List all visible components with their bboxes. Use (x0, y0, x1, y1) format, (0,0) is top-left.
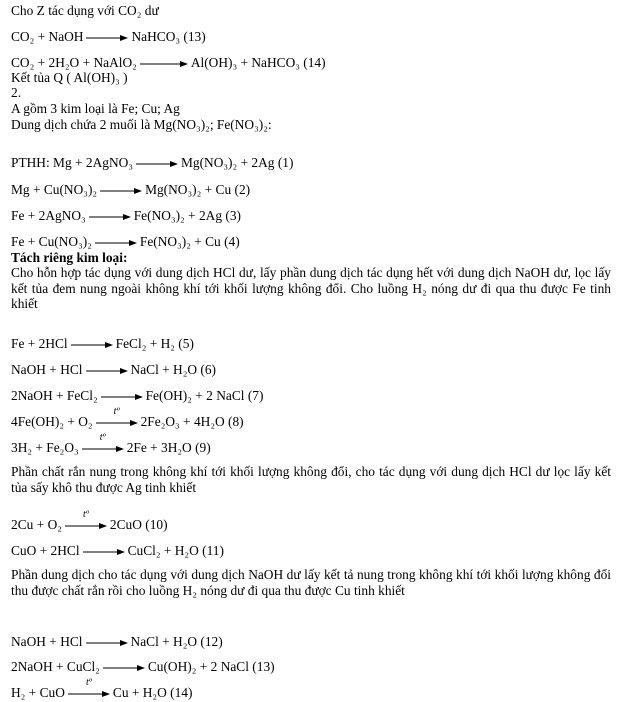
reactants: 2Cu + O₂ (11, 517, 62, 532)
text-line (11, 117, 272, 132)
reactants: Fe + 2HCl (11, 336, 68, 351)
heat-arrow-icon (96, 405, 138, 427)
products: NaCl + H₂O (12) (130, 634, 223, 649)
products: NaCl + H₂O (6) (130, 362, 217, 377)
products: CuCl₂ + H₂O (11) (127, 543, 224, 558)
reactants: Fe + 2AgNO₃ (11, 208, 86, 223)
equation-4 (11, 234, 240, 249)
reactants: 3H₂ + Fe₂O₃ (11, 440, 79, 455)
products: 2CuO (10) (109, 517, 168, 532)
reaction-arrow-icon (101, 393, 143, 401)
reaction-arrow-icon (86, 34, 128, 42)
paragraph (11, 567, 611, 598)
reactants: CO₂ + NaOH (11, 29, 84, 44)
products: Fe(OH)₂ + 2 NaCl (7) (145, 388, 264, 403)
reactants: 4Fe(OH)₂ + O₂ (11, 414, 93, 429)
equation-11 (11, 543, 224, 558)
text-line (11, 70, 128, 85)
paragraph-text: Cho hỗn hợp tác dụng với dung dịch HCl dư, lấy phần dung dịch tác dụng hết với dung dịch NaOH dư, lọc lấy kết tủa đem nung ngoài không khí tới khối lượng không đổi. Cho luồng H₂ nóng dư đi qua thu được Fe tinh khiết (11, 265, 611, 311)
text-line (11, 3, 159, 18)
line-text: A gồm 3 kim loại là Fe; Cu; Ag (11, 101, 180, 116)
reaction-arrow-icon (83, 548, 125, 556)
reaction-arrow-icon (100, 187, 142, 195)
heat-arrow-icon (65, 508, 107, 530)
reaction-arrow-icon (86, 367, 128, 375)
line-text: Dung dịch chứa 2 muối là Mg(NO₃)₂; Fe(NO₃)₂: (11, 117, 272, 132)
equation-1 (11, 155, 293, 170)
reactants: CuO + 2HCl (11, 543, 80, 558)
heat-condition: tº (82, 508, 89, 520)
line-text: Cho Z tác dụng với CO₂ dư (11, 3, 159, 18)
equation-2 (11, 182, 250, 197)
reactants: Mg + Cu(NO₃)₂ (11, 182, 98, 197)
reactants: NaOH + HCl (11, 634, 83, 649)
equation-13b (11, 659, 275, 674)
paragraph-text: Phần chất rắn nung trong không khí tới khối lượng không đổi, cho tác dụng với dung dịch HCl dư lọc lấy kết tủa sấy khô thu được Ag tinh khiết (11, 464, 611, 495)
heat-arrow-icon (68, 676, 110, 698)
reaction-arrow-icon (89, 213, 131, 221)
paragraph-text: Phần dung dịch cho tác dụng với dung dịch NaOH dư lấy kết tả nung trong không khí tới khối lượng không đổi thu được chất rắn rồi cho luồng H₂ nóng dư đi qua thu được Cu tinh khiết (11, 567, 611, 598)
products: Mg(NO₃)₂ + 2Ag (1) (180, 155, 294, 170)
equation-14a (11, 55, 326, 70)
heading-text: Tách riêng kim loại: (11, 250, 128, 265)
products: NaHCO₃ (13) (131, 29, 206, 44)
equation-10 (11, 508, 168, 532)
reactants: CO₂ + 2H₂O + NaAlO₂ (11, 55, 137, 70)
equation-3 (11, 208, 241, 223)
section-number (11, 85, 21, 100)
reactants: NaOH + HCl (11, 362, 83, 377)
equation-8 (11, 405, 244, 429)
equation-13a (11, 29, 206, 44)
reactants: 2NaOH + FeCl₂ (11, 388, 98, 403)
equation-12 (11, 634, 223, 649)
equation-5 (11, 336, 194, 351)
reaction-arrow-icon (136, 160, 178, 168)
products: Cu + H₂O (14) (112, 685, 193, 700)
reaction-arrow-icon (103, 664, 145, 672)
heat-condition: tº (113, 405, 120, 417)
heat-condition: tº (99, 431, 106, 443)
reaction-arrow-icon (140, 60, 188, 68)
equation-9 (11, 431, 211, 455)
heat-arrow-icon (82, 431, 124, 453)
reactants: PTHH: Mg + 2AgNO₃ (11, 155, 133, 170)
products: Al(OH)₃ + NaHCO₃ (14) (190, 55, 326, 70)
paragraph (11, 464, 611, 495)
products: Cu(OH)₂ + 2 NaCl (13) (147, 659, 275, 674)
products: FeCl₂ + H₂ (5) (115, 336, 194, 351)
reactants: H₂ + CuO (11, 685, 65, 700)
equation-6 (11, 362, 216, 377)
reaction-arrow-icon (71, 341, 113, 349)
reaction-arrow-icon (95, 239, 137, 247)
reactants: Fe + Cu(NO₃)₂ (11, 234, 92, 249)
line-text: Kết tủa Q ( Al(OH)₃ ) (11, 70, 128, 85)
heat-condition: tº (85, 676, 92, 688)
products: Fe(NO₃)₂ + 2Ag (3) (133, 208, 241, 223)
line-text: 2. (11, 85, 22, 100)
text-line (11, 101, 180, 116)
products: Fe(NO₃)₂ + Cu (4) (139, 234, 240, 249)
products: Mg(NO₃)₂ + Cu (2) (145, 182, 251, 197)
products: 2Fe₂O₃ + 4H₂O (8) (140, 414, 244, 429)
section-heading (11, 250, 127, 265)
reaction-arrow-icon (86, 639, 128, 647)
reactants: 2NaOH + CuCl₂ (11, 659, 100, 674)
paragraph (11, 265, 611, 312)
equation-7 (11, 388, 263, 403)
equation-14b (11, 676, 193, 700)
products: 2Fe + 3H₂O (9) (126, 440, 211, 455)
